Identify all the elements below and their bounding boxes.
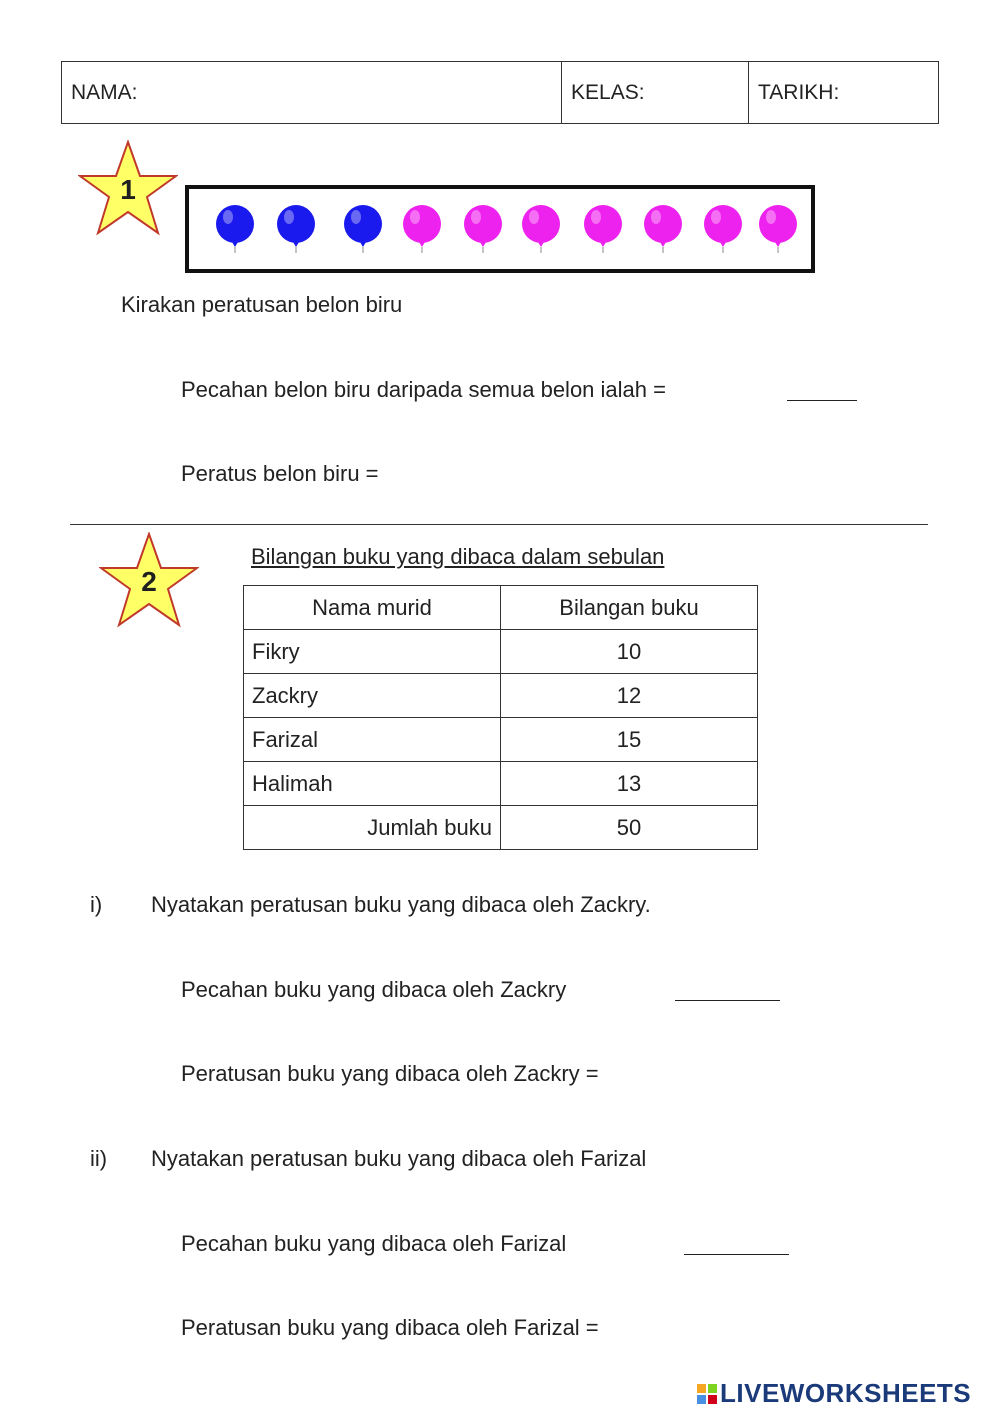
- liveworksheets-logo: [697, 1378, 971, 1409]
- part-i-question: Nyatakan peratusan buku yang dibaca oleh Zackry.: [151, 892, 651, 917]
- part-i-fraction-text: Pecahan buku yang dibaca oleh Zackry: [181, 977, 567, 1002]
- column-header-count: Bilangan buku: [501, 586, 758, 630]
- part-i-fraction-answer-blank[interactable]: [675, 978, 780, 1001]
- part-ii-question: Nyatakan peratusan buku yang dibaca oleh Farizal: [151, 1146, 647, 1171]
- part-ii-percent-line: Peratusan buku yang dibaca oleh Farizal =: [181, 1315, 599, 1340]
- part-ii-label: ii): [90, 1146, 108, 1171]
- class-label: KELAS:: [571, 80, 645, 104]
- table-total-row: [244, 806, 758, 850]
- total-value: 50: [501, 806, 758, 850]
- table-title: Bilangan buku yang dibaca dalam sebulan: [251, 544, 665, 569]
- table-row: [244, 718, 758, 762]
- table-header-row: [244, 586, 758, 630]
- question-2-number: 2: [141, 566, 157, 597]
- question-1-number: 1: [120, 174, 136, 205]
- table-row: [244, 674, 758, 718]
- part-i-label: i): [90, 892, 103, 917]
- q1-fraction-text: Pecahan belon biru daripada semua belon ialah =: [181, 377, 666, 402]
- magenta-balloon-icon: [401, 204, 443, 254]
- q1-percent-line: Peratus belon biru =: [181, 461, 379, 486]
- book-count: 10: [501, 630, 758, 674]
- magenta-balloon-icon: [757, 204, 799, 254]
- student-info-header: [61, 61, 939, 124]
- student-name: Fikry: [244, 630, 501, 674]
- table-row: [244, 762, 758, 806]
- magenta-balloon-icon: [642, 204, 684, 254]
- table-row: [244, 630, 758, 674]
- magenta-balloon-icon: [702, 204, 744, 254]
- date-field[interactable]: [749, 62, 938, 123]
- book-count: 12: [501, 674, 758, 718]
- magenta-balloon-icon: [462, 204, 504, 254]
- logo-icon: [697, 1384, 717, 1404]
- magenta-balloon-icon: [582, 204, 624, 254]
- q1-fraction-answer-blank[interactable]: [787, 378, 857, 401]
- column-header-name: Nama murid: [244, 586, 501, 630]
- blue-balloon-icon: [214, 204, 256, 254]
- total-label: Jumlah buku: [244, 806, 501, 850]
- part-ii-fraction-answer-blank[interactable]: [684, 1232, 789, 1255]
- book-count: 13: [501, 762, 758, 806]
- student-name: Farizal: [244, 718, 501, 762]
- books-table: [243, 585, 758, 850]
- q1-fraction-line: [181, 376, 666, 404]
- student-name: Halimah: [244, 762, 501, 806]
- logo-text: LIVEWORKSHEETS: [720, 1378, 972, 1408]
- q1-instruction: Kirakan peratusan belon biru: [121, 292, 403, 317]
- name-label: NAMA:: [71, 80, 138, 104]
- class-field[interactable]: [562, 62, 749, 123]
- book-count: 15: [501, 718, 758, 762]
- question-1-star: [78, 140, 178, 236]
- section-divider: [70, 524, 928, 525]
- blue-balloon-icon: [275, 204, 317, 254]
- student-name: Zackry: [244, 674, 501, 718]
- magenta-balloon-icon: [520, 204, 562, 254]
- blue-balloon-icon: [342, 204, 384, 254]
- name-field[interactable]: [62, 62, 562, 123]
- part-ii-fraction-text: Pecahan buku yang dibaca oleh Farizal: [181, 1231, 567, 1256]
- date-label: TARIKH:: [758, 80, 840, 104]
- balloon-box: [185, 185, 815, 273]
- question-2-star: [99, 532, 199, 628]
- part-i-percent-line: Peratusan buku yang dibaca oleh Zackry =: [181, 1061, 599, 1086]
